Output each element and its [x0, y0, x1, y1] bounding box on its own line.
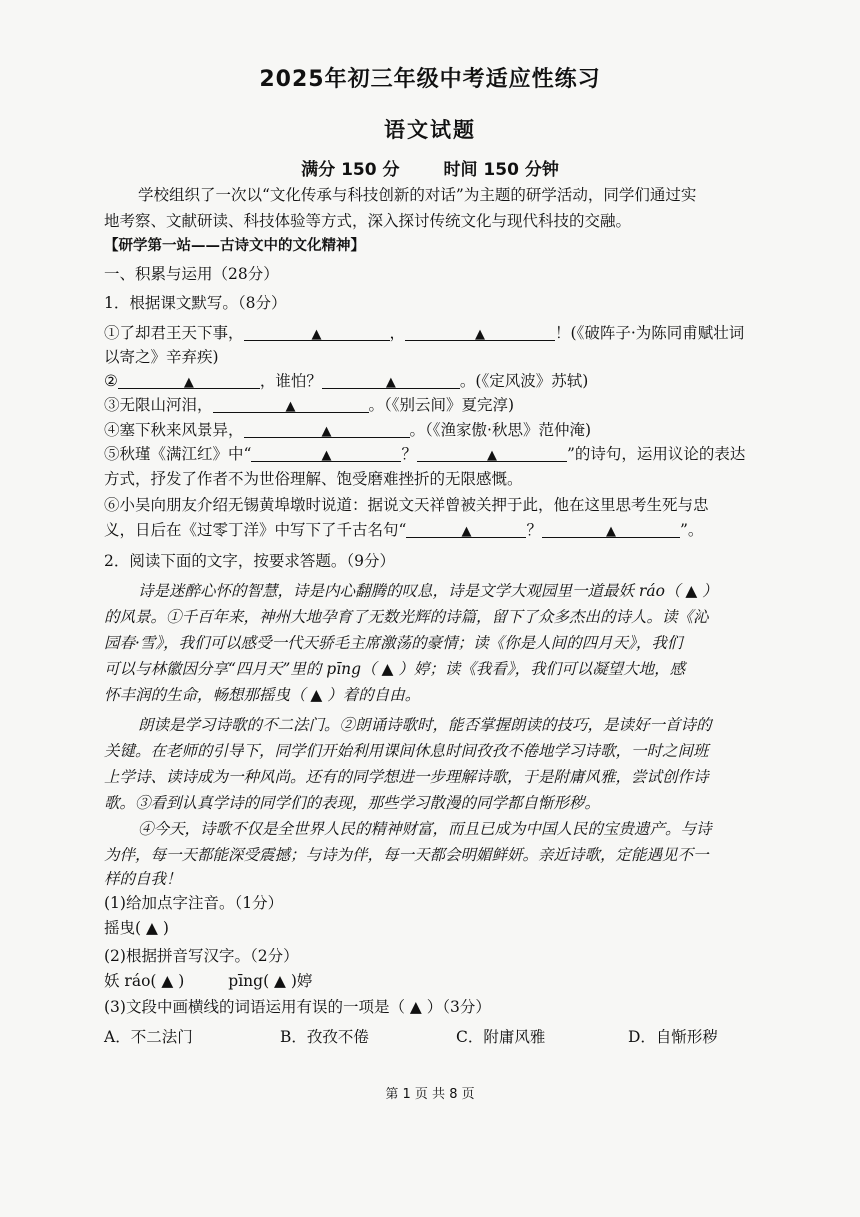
- triangle-icon: ▲: [321, 424, 332, 439]
- exam-time: 时间 150 分钟: [443, 160, 559, 180]
- passage-p1-line: 怀丰润的生命，畅想那摇曳（ ▲ ）着的自由。: [104, 686, 421, 704]
- answer-blank[interactable]: [244, 419, 410, 438]
- passage-p3-line: 为伴，每一天都能深受震撼；与诗为伴，每一天都会明媚鲜妍。亲近诗歌，定能遇见不一: [104, 846, 709, 864]
- option-b[interactable]: B．孜孜不倦: [280, 1028, 369, 1046]
- passage-p1-line: 诗是迷醉心怀的智慧，诗是内心翻腾的叹息，诗是文学大观园里一道最妖 ráo（ ▲ ）: [138, 582, 718, 600]
- sub-question-2: (2)根据拼音写汉字。（2分）: [104, 947, 299, 965]
- q1-heading: 1．根据课文默写。（8分）: [104, 294, 287, 312]
- answer-ping[interactable]: pīng( ▲ )婷: [228, 972, 313, 990]
- option-c[interactable]: C．附庸风雅: [456, 1028, 546, 1046]
- q1-item-4: ④塞下秋来风景异， ▲ 。（《渔家傲·秋思》范仲淹): [104, 421, 591, 439]
- option-d[interactable]: D．自惭形秽: [628, 1028, 718, 1046]
- passage-p2-line: 歌。③看到认真学诗的同学们的表现，那些学习散漫的同学都自惭形秽。: [104, 794, 601, 812]
- passage-p3-line: 样的自我！: [104, 870, 182, 888]
- q1-item-6: ⑥小吴向朋友介绍无锡黄埠墩时说道：据说文天祥曾被关押于此，他在这里思考生死与忠: [104, 496, 709, 514]
- passage-p1-line: 的风景。①千百年来，神州大地孕育了无数光辉的诗篇，留下了众多杰出的诗人。读《沁: [104, 608, 709, 626]
- sub-question-1-answer[interactable]: 摇曳( ▲ ): [104, 919, 169, 937]
- q1-item-1: ①了却君王天下事， ▲ ， ▲ ！(《破阵子·为陈同甫赋壮词: [104, 324, 745, 342]
- answer-blank[interactable]: [251, 443, 401, 462]
- answer-blank[interactable]: [244, 322, 390, 341]
- passage-p1-line: 园春·雪》，我们可以感受一代天骄毛主席激荡的豪情；读《你是人间的四月天》，我们: [104, 634, 683, 652]
- exam-title: 2025年初三年级中考适应性练习: [259, 67, 601, 92]
- intro-line-2: 地考察、文献研读、科技体验等方式，深入探讨传统文化与现代科技的交融。: [104, 212, 632, 230]
- sub-question-3: (3)文段中画横线的词语运用有误的一项是（ ▲ ）（3分）: [104, 998, 491, 1016]
- answer-blank[interactable]: [406, 519, 526, 538]
- triangle-icon: ▲: [486, 448, 497, 463]
- full-score: 满分 150 分: [301, 160, 400, 180]
- sub-question-1: (1)给加点字注音。（1分）: [104, 894, 284, 912]
- passage-p3-line: ④今天，诗歌不仅是全世界人民的精神财富，而且已成为中国人民的宝贵遗产。与诗: [138, 820, 712, 838]
- intro-line-1: 学校组织了一次以“文化传承与科技创新的对话”为主题的研学活动，同学们通过实: [138, 186, 697, 204]
- q1-item-3: ③无限山河泪， ▲ 。（《别云间》夏完淳): [104, 396, 515, 414]
- passage-p2-line: 关键。在老师的引导下，同学们开始利用课间休息时间孜孜不倦地学习诗歌，一时之间班: [104, 742, 709, 760]
- answer-blank[interactable]: [213, 394, 369, 413]
- answer-blank[interactable]: [322, 370, 460, 389]
- section-heading: 一、积累与运用（28分）: [104, 265, 279, 283]
- answer-blank[interactable]: [417, 443, 567, 462]
- triangle-icon: ▲: [605, 524, 616, 539]
- sub-question-2-answers: [104, 970, 790, 992]
- answer-raw[interactable]: 妖 ráo( ▲ ): [104, 972, 185, 990]
- passage-p1-line: 可以与林徽因分享“四月天”里的 pīng（ ▲ ）婷；读《我看》，我们可以凝望大地，感: [104, 660, 686, 678]
- answer-blank[interactable]: [405, 322, 555, 341]
- triangle-icon: ▲: [475, 327, 486, 342]
- answer-blank[interactable]: [542, 519, 680, 538]
- triangle-icon: ▲: [311, 327, 322, 342]
- options-row: [104, 1026, 790, 1048]
- triangle-icon: ▲: [321, 448, 332, 463]
- q1-item-5: ⑤秋瑾《满江红》中“ ▲ ？ ▲ ”的诗句，运用议论的表达: [104, 445, 746, 463]
- q1-item-2: ② ▲ ，谁怕？ ▲ 。(《定风波》苏轼): [104, 372, 589, 390]
- option-a[interactable]: A．不二法门: [104, 1028, 193, 1046]
- answer-blank[interactable]: [118, 370, 260, 389]
- passage-p2-line: 上学诗、读诗成为一种风尚。还有的同学想进一步理解诗歌，于是附庸风雅，尝试创作诗: [104, 768, 709, 786]
- page-footer: 第 1 页 共 8 页: [385, 1087, 475, 1102]
- station-heading: 【研学第一站——古诗文中的文化精神】: [104, 238, 365, 254]
- q1-item-1-cont: 以寄之》辛弃疾): [104, 348, 219, 366]
- q1-item-5-cont: 方式，抒发了作者不为世俗理解、饱受磨难挫折的无限感慨。: [104, 470, 523, 488]
- q2-heading: 2．阅读下面的文字，按要求答题。（9分）: [104, 552, 395, 570]
- triangle-icon: ▲: [183, 375, 194, 390]
- exam-meta: [0, 155, 860, 180]
- exam-subtitle: 语文试题: [384, 118, 476, 142]
- q1-item-6-cont: 义，日后在《过零丁洋》中写下了千古名句“ ▲ ？ ▲ ”。: [104, 521, 704, 539]
- triangle-icon: ▲: [385, 375, 396, 390]
- triangle-icon: ▲: [461, 524, 472, 539]
- passage-p2-line: 朗读是学习诗歌的不二法门。②朗诵诗歌时，能否掌握朗读的技巧，是读好一首诗的: [138, 716, 712, 734]
- triangle-icon: ▲: [285, 399, 296, 414]
